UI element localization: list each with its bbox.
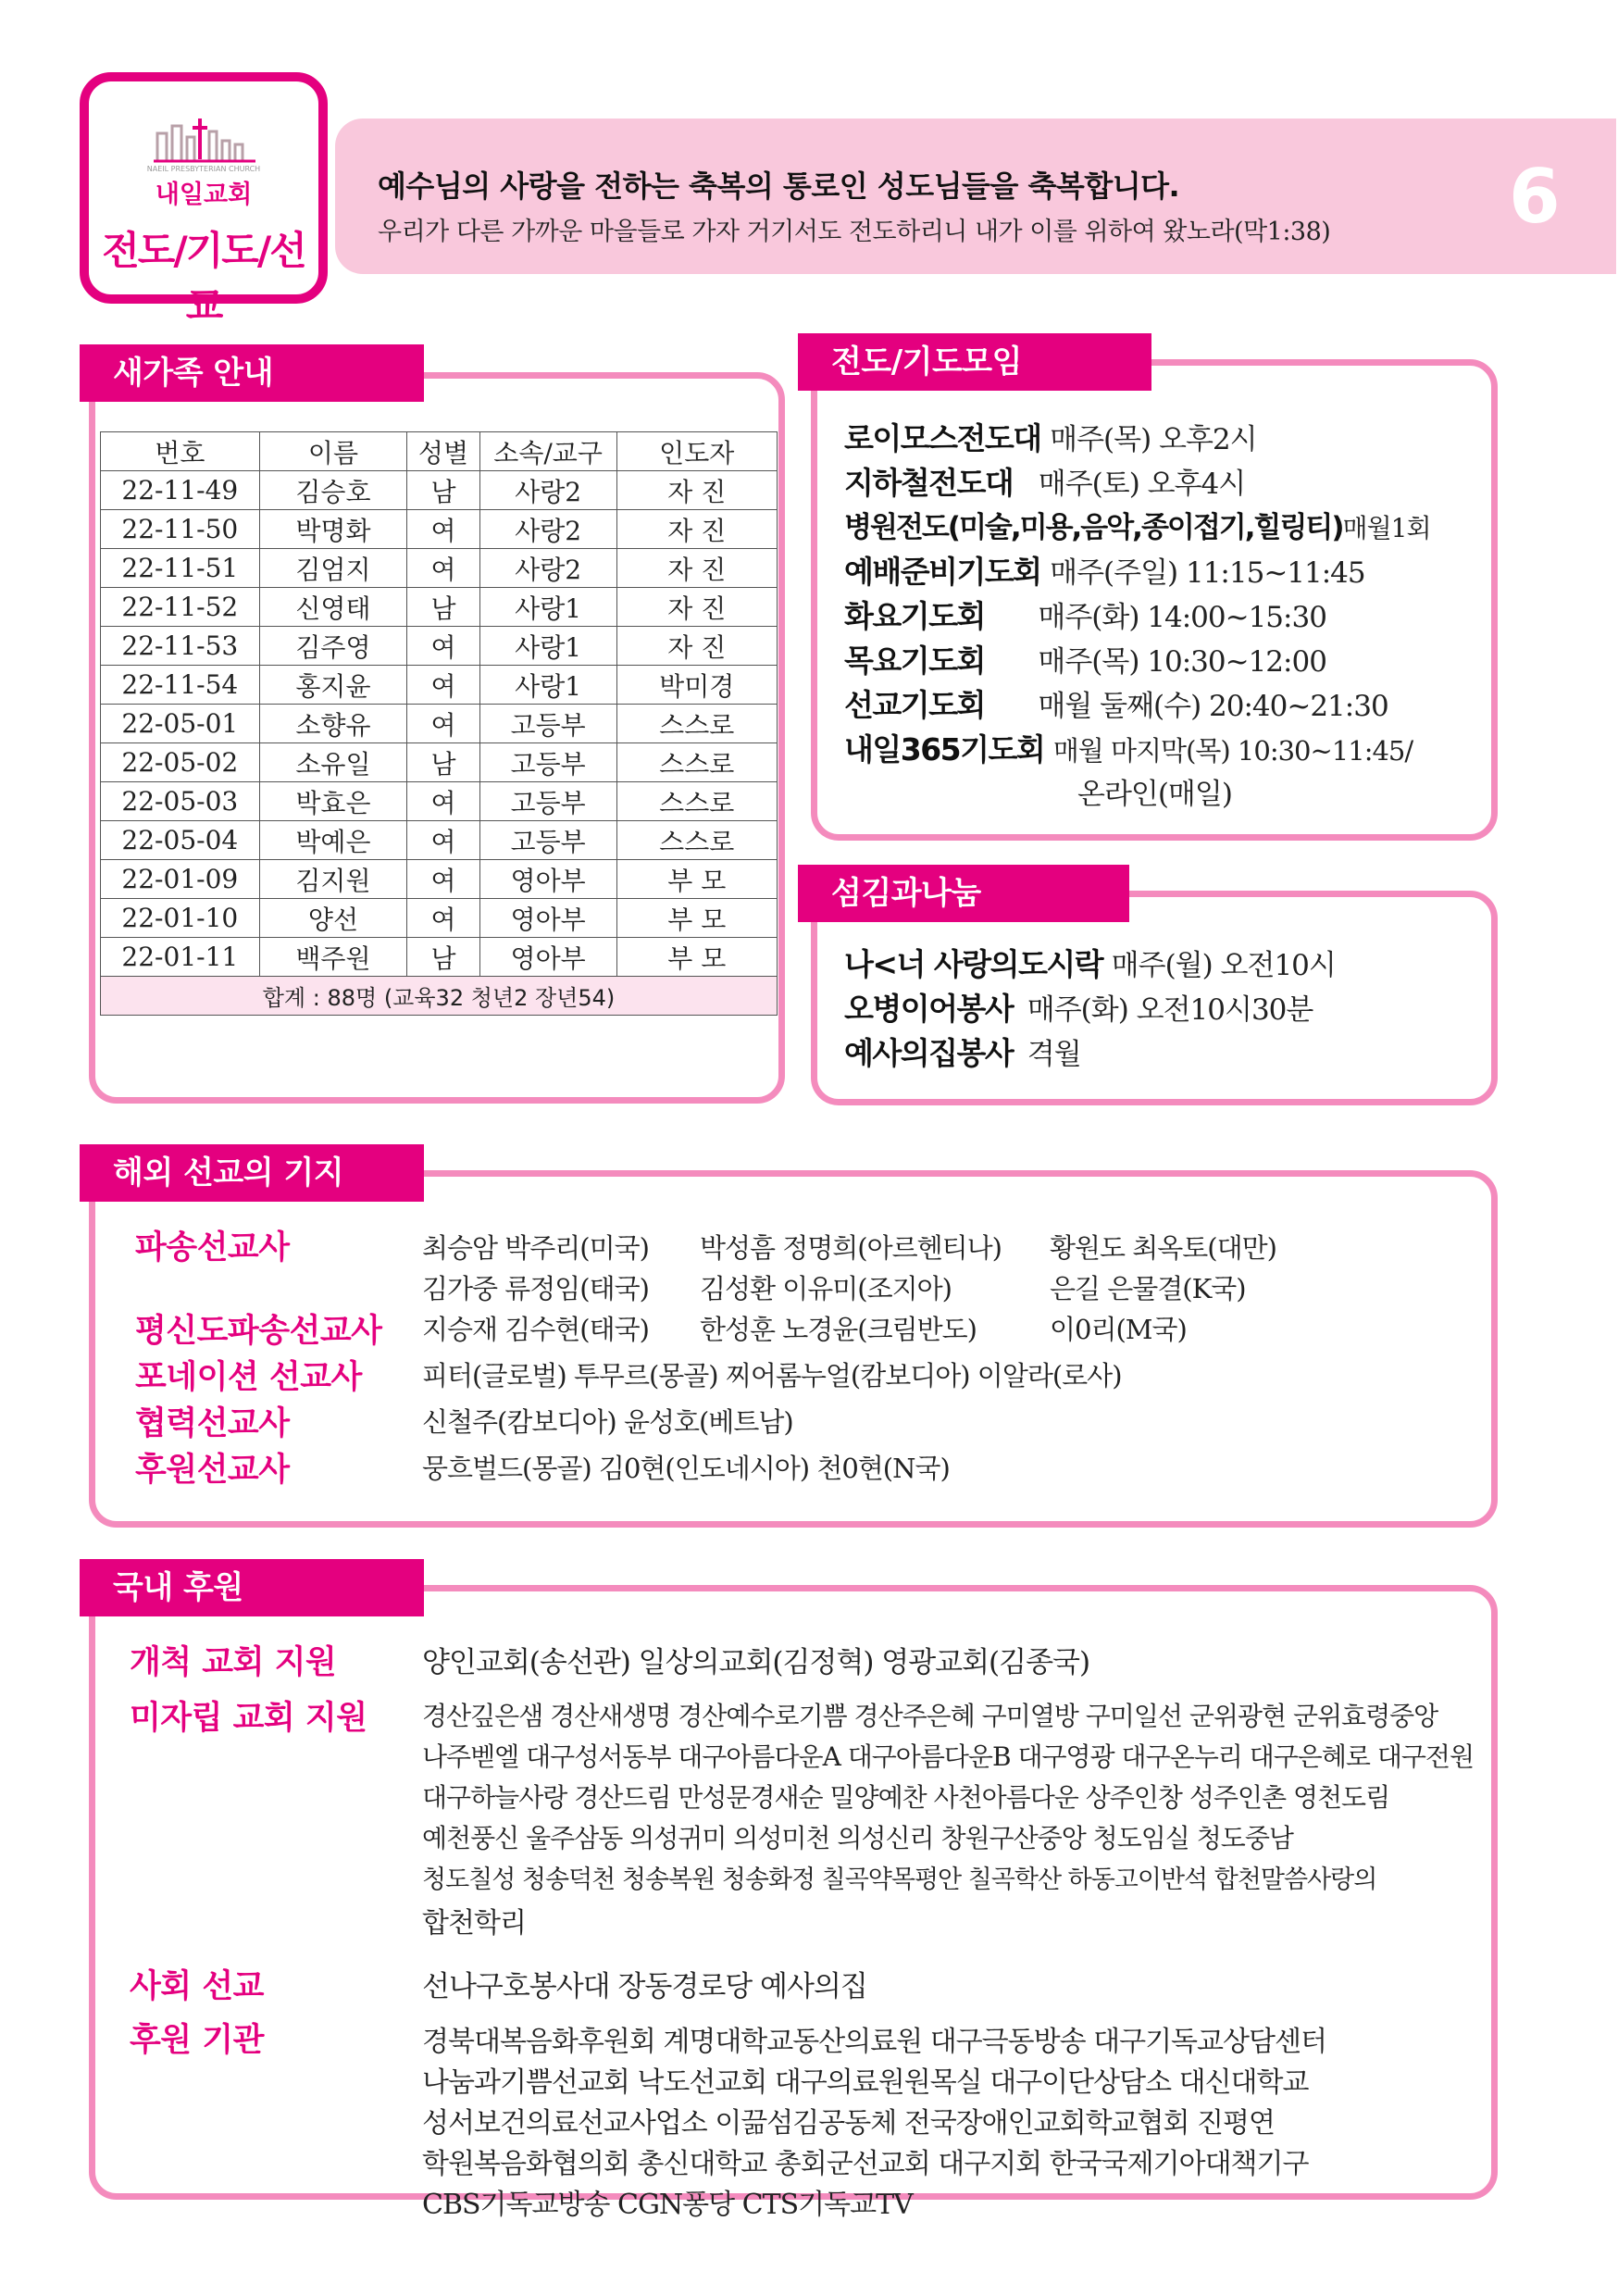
table-row xyxy=(101,899,778,938)
serve-item-time: 매주(월) 오전10시 xyxy=(1111,949,1336,982)
cell-guide: 스스로 xyxy=(616,743,777,782)
cell-guide: 부 모 xyxy=(616,860,777,899)
unsettled-line: 나주벧엘 대구성서동부 대구아름다운A 대구아름다운B 대구영광 대구온누리 대구은혜로 대구전원 xyxy=(422,1741,1475,1772)
cell-name: 소유일 xyxy=(259,743,407,782)
prayer-item-name: 화요기도회 xyxy=(844,598,985,634)
serve-item-time: 격월 xyxy=(1027,1038,1081,1071)
missionary-entry: 박성흠 정명희(아르헨티나) xyxy=(700,1232,1002,1264)
cell-number: 22-05-02 xyxy=(101,743,260,782)
logo-box xyxy=(80,72,328,329)
missionary-line: 피터(글로벌) 투무르(몽골) 찌어롬누얼(캄보디아) 이알라(로사) xyxy=(422,1360,1122,1391)
newcomers-table xyxy=(100,431,778,1016)
cell-number: 22-11-54 xyxy=(101,666,260,705)
cell-group: 영아부 xyxy=(479,860,616,899)
table-total: 합계 : 88명 (교육32 청년2 장년54) xyxy=(101,977,778,1016)
cell-name: 백주원 xyxy=(259,938,407,977)
pioneer-label: 개척 교회 지원 xyxy=(130,1644,337,1681)
missionary-entry: 김성환 이유미(조지아) xyxy=(700,1273,952,1304)
overseas-label: 후원선교사 xyxy=(135,1452,290,1489)
cell-guide: 부 모 xyxy=(616,899,777,938)
prayer-item-name: 내일365기도회 xyxy=(844,731,1045,767)
church-logo-icon xyxy=(154,117,255,163)
overseas-label: 포네이션 선교사 xyxy=(135,1359,362,1396)
cell-gender: 여 xyxy=(407,860,479,899)
support-line: CBS기독교방송 CGN퐁당 CTS기독교TV xyxy=(422,2189,913,2221)
serve-item xyxy=(844,1029,1081,1073)
col-header: 번호 xyxy=(101,432,260,471)
prayer-item xyxy=(844,681,1388,725)
cell-guide: 자 진 xyxy=(616,510,777,549)
domestic-title: 국내 후원 xyxy=(80,1559,424,1616)
table-row xyxy=(101,705,778,743)
serve-item-name: 오병이어봉사 xyxy=(844,991,1014,1027)
prayer-item-name: 목요기도회 xyxy=(844,643,985,679)
table-row xyxy=(101,821,778,860)
unsettled-label: 미자립 교회 지원 xyxy=(130,1700,367,1737)
cell-guide: 부 모 xyxy=(616,938,777,977)
cell-gender: 여 xyxy=(407,549,479,588)
table-row xyxy=(101,743,778,782)
social-text: 선나구호봉사대 장동경로당 예사의집 xyxy=(422,1970,867,2003)
table-row xyxy=(101,549,778,588)
missionary-entry: 최승암 박주리(미국) xyxy=(422,1232,649,1264)
unsettled-line: 청도칠성 청송덕천 청송복원 청송화정 칠곡약목평안 칠곡학산 하동고이반석 합천말씀사랑의 xyxy=(422,1866,1377,1894)
cell-name: 김지원 xyxy=(259,860,407,899)
prayer-item-name: 예배준비기도회 xyxy=(844,554,1041,590)
unsettled-line: 합천학리 xyxy=(422,1907,526,1940)
prayer-title: 전도/기도모임 xyxy=(798,333,1151,391)
newcomers-title: 새가족 안내 xyxy=(80,344,424,402)
cell-number: 22-05-04 xyxy=(101,821,260,860)
cell-gender: 여 xyxy=(407,666,479,705)
prayer-item-time: 매월1회 xyxy=(1342,513,1431,543)
social-label: 사회 선교 xyxy=(130,1968,264,2005)
cell-gender: 여 xyxy=(407,782,479,821)
cell-guide: 자 진 xyxy=(616,471,777,510)
table-row xyxy=(101,510,778,549)
table-row xyxy=(101,666,778,705)
logo-subtitle: NAEIL PRESBYTERIAN CHURCH xyxy=(146,165,261,173)
cell-gender: 여 xyxy=(407,899,479,938)
table-row xyxy=(101,938,778,977)
col-header: 인도자 xyxy=(616,432,777,471)
cell-gender: 여 xyxy=(407,705,479,743)
cell-name: 박효은 xyxy=(259,782,407,821)
cell-group: 사랑1 xyxy=(479,588,616,627)
logo-name: 내일교회 xyxy=(155,181,253,209)
overseas-title: 해외 선교의 기지 xyxy=(80,1144,424,1202)
prayer-item-time: 매주(토) 오후4시 xyxy=(1038,468,1246,501)
prayer-item-time: 매주(목) 10:30~12:00 xyxy=(1038,645,1326,679)
cell-group: 고등부 xyxy=(479,782,616,821)
cell-name: 김엄지 xyxy=(259,549,407,588)
cell-group: 영아부 xyxy=(479,899,616,938)
cell-gender: 남 xyxy=(407,743,479,782)
cell-gender: 여 xyxy=(407,821,479,860)
table-row xyxy=(101,588,778,627)
table-row xyxy=(101,627,778,666)
page-number: 6 xyxy=(1509,154,1561,240)
prayer-item-time: 매주(화) 14:00~15:30 xyxy=(1038,601,1326,634)
cell-group: 사랑2 xyxy=(479,549,616,588)
cell-group: 고등부 xyxy=(479,705,616,743)
prayer-item xyxy=(844,637,1326,680)
pioneer-text: 양인교회(송선관) 일상의교회(김정혁) 영광교회(김종국) xyxy=(422,1646,1090,1679)
table-row xyxy=(101,782,778,821)
cell-name: 박예은 xyxy=(259,821,407,860)
unsettled-line: 대구하늘사랑 경산드림 만성문경새순 밀양예찬 사천아름다운 상주인창 성주인촌 영천도림 xyxy=(422,1782,1390,1813)
cell-guide: 스스로 xyxy=(616,821,777,860)
cell-number: 22-11-53 xyxy=(101,627,260,666)
banner-verse: 우리가 다른 가까운 마을들로 가자 거기서도 전도하리니 내가 이를 위하여 왔노라(막1:38) xyxy=(378,218,1331,246)
prayer-item xyxy=(844,459,1245,503)
cell-gender: 남 xyxy=(407,938,479,977)
missionary-entry: 한성훈 노경윤(크림반도) xyxy=(700,1314,977,1345)
prayer-item xyxy=(844,593,1326,636)
serve-item xyxy=(844,985,1313,1029)
col-header: 소속/교구 xyxy=(479,432,616,471)
overseas-label: 평신도파송선교사 xyxy=(135,1313,382,1350)
prayer-item-name: 선교기도회 xyxy=(844,687,985,723)
table-header-row xyxy=(101,432,778,471)
cell-group: 고등부 xyxy=(479,743,616,782)
prayer-item-name: 병원전도(미술,미용,음악,종이접기,힐링티) xyxy=(844,511,1343,544)
serve-item-name: 나<너 사랑의도시락 xyxy=(844,946,1103,982)
cell-name: 소향유 xyxy=(259,705,407,743)
table-total-row xyxy=(101,977,778,1016)
cell-number: 22-11-52 xyxy=(101,588,260,627)
overseas-label: 파송선교사 xyxy=(135,1229,290,1267)
missionary-entry: 김가중 류정임(태국) xyxy=(422,1273,649,1304)
banner-headline: 예수님의 사랑을 전하는 축복의 통로인 성도님들을 축복합니다. xyxy=(378,168,1180,204)
unsettled-line: 경산깊은샘 경산새생명 경산예수로기쁨 경산주은혜 구미열방 구미일선 군위광현 군위효령중앙 xyxy=(422,1701,1438,1731)
support-line: 학원복음화협의회 총신대학교 총회군선교회 대구지회 한국국제기아대책기구 xyxy=(422,2148,1309,2180)
support-label: 후원 기관 xyxy=(130,2022,264,2059)
cell-guide: 자 진 xyxy=(616,588,777,627)
prayer-item xyxy=(844,548,1365,592)
cell-group: 사랑2 xyxy=(479,510,616,549)
support-line: 경북대복음화후원회 계명대학교동산의료원 대구극동방송 대구기독교상담센터 xyxy=(422,2026,1326,2058)
cell-number: 22-05-03 xyxy=(101,782,260,821)
cell-number: 22-01-10 xyxy=(101,899,260,938)
prayer-item-time: 매주(목) 오후2시 xyxy=(1050,423,1257,456)
cell-guide: 박미경 xyxy=(616,666,777,705)
cell-number: 22-11-49 xyxy=(101,471,260,510)
prayer-item-name: 로이모스전도대 xyxy=(844,420,1041,456)
missionary-entry: 황원도 최옥토(대만) xyxy=(1050,1232,1276,1264)
cell-name: 양선 xyxy=(259,899,407,938)
cell-guide: 자 진 xyxy=(616,549,777,588)
cell-guide: 스스로 xyxy=(616,705,777,743)
table-row xyxy=(101,860,778,899)
missionary-entry: 은길 은물결(K국) xyxy=(1050,1273,1246,1304)
cell-number: 22-11-50 xyxy=(101,510,260,549)
cell-group: 영아부 xyxy=(479,938,616,977)
cell-number: 22-01-09 xyxy=(101,860,260,899)
prayer-item xyxy=(844,504,1431,545)
missionary-entry: 지승재 김수현(태국) xyxy=(422,1314,649,1345)
col-header: 이름 xyxy=(259,432,407,471)
serve-item xyxy=(844,941,1336,984)
prayer-item-time: 매월 둘째(수) 20:40~21:30 xyxy=(1038,690,1388,723)
cell-number: 22-01-11 xyxy=(101,938,260,977)
support-line: 성서보건의료선교사업소 이끎섬김공동체 전국장애인교회학교협회 진평연 xyxy=(422,2107,1275,2140)
cell-name: 김승호 xyxy=(259,471,407,510)
serve-item-name: 예사의집봉사 xyxy=(844,1035,1014,1071)
missionary-line: 신철주(캄보디아) 윤성호(베트남) xyxy=(422,1406,793,1438)
cell-group: 사랑1 xyxy=(479,627,616,666)
overseas-label: 협력선교사 xyxy=(135,1405,290,1442)
cell-group: 사랑2 xyxy=(479,471,616,510)
serve-title: 섬김과나눔 xyxy=(798,865,1129,922)
cell-name: 홍지윤 xyxy=(259,666,407,705)
cell-gender: 여 xyxy=(407,510,479,549)
cell-number: 22-11-51 xyxy=(101,549,260,588)
prayer-item-time: 매월 마지막(목) 10:30~11:45/ xyxy=(1052,735,1413,767)
page-title: 전도/기도/선교 xyxy=(102,228,305,329)
cell-group: 고등부 xyxy=(479,821,616,860)
prayer-item-time: 매주(주일) 11:15~11:45 xyxy=(1050,556,1365,590)
unsettled-line: 예천풍신 울주삼동 의성귀미 의성미천 의성신리 창원구산중앙 청도임실 청도중남 xyxy=(422,1823,1293,1853)
missionary-entry: 이0리(M국) xyxy=(1050,1314,1187,1345)
cell-guide: 자 진 xyxy=(616,627,777,666)
cell-name: 신영태 xyxy=(259,588,407,627)
prayer-item xyxy=(844,726,1413,769)
table-row xyxy=(101,471,778,510)
missionary-line: 뭉흐벌드(몽골) 김0현(인도네시아) 천0현(N국) xyxy=(422,1453,950,1484)
cell-gender: 여 xyxy=(407,627,479,666)
prayer-item xyxy=(844,415,1257,458)
cell-number: 22-05-01 xyxy=(101,705,260,743)
cell-guide: 스스로 xyxy=(616,782,777,821)
support-line: 나눔과기쁨선교회 낙도선교회 대구의료원원목실 대구이단상담소 대신대학교 xyxy=(422,2066,1309,2099)
col-header: 성별 xyxy=(407,432,479,471)
serve-item-time: 매주(화) 오전10시30분 xyxy=(1027,993,1313,1027)
cell-gender: 남 xyxy=(407,588,479,627)
prayer-extra: 온라인(매일) xyxy=(1077,778,1232,811)
cell-gender: 남 xyxy=(407,471,479,510)
cell-group: 사랑1 xyxy=(479,666,616,705)
cell-name: 김주영 xyxy=(259,627,407,666)
cell-name: 박명화 xyxy=(259,510,407,549)
prayer-item-name: 지하철전도대 xyxy=(844,465,1014,501)
